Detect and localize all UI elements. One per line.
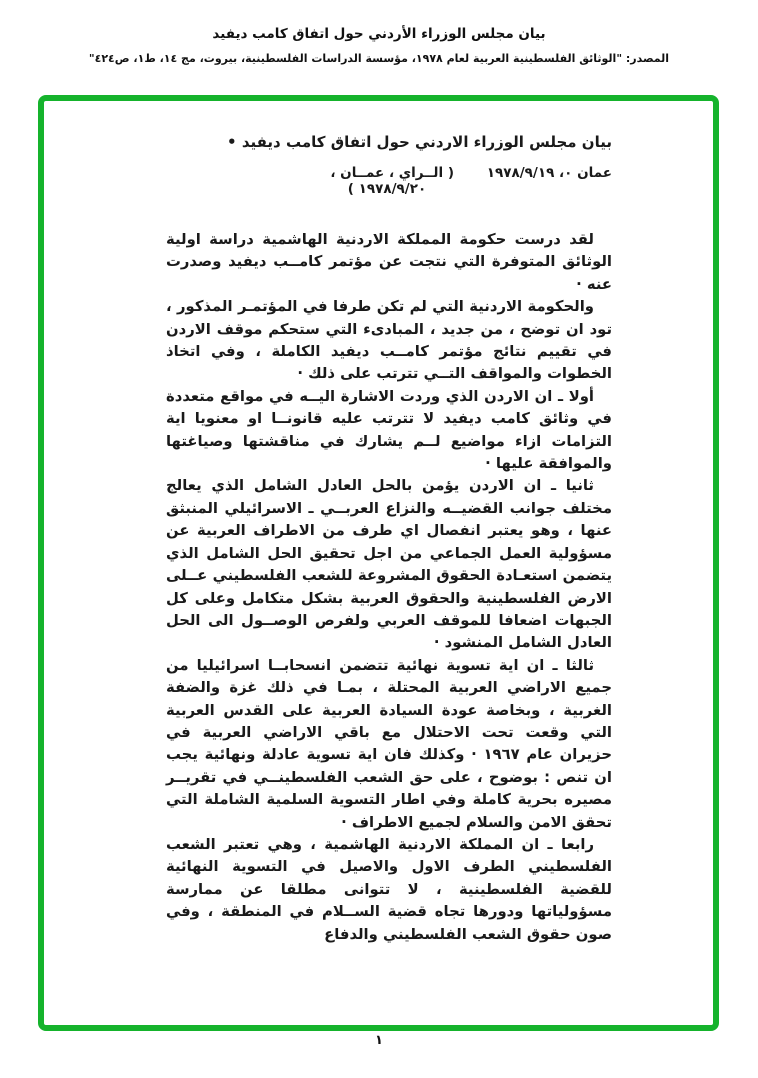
dateline-source-line2: ١٩٧٨/٩/٢٠ ) bbox=[347, 181, 427, 197]
document-dateline bbox=[166, 165, 612, 219]
paragraph-intro: لقد درست حكومة المملكة الاردنية الهاشمية دراسة اولية الوثائق المتوفرة التي نتجت عن مؤتمر كامــب ديفيد وصدرت عنه · bbox=[166, 231, 612, 293]
dateline-source-reference bbox=[294, 165, 454, 197]
paragraph-second-point: ثانيا ـ ان الاردن يؤمن بالحل العادل الشامل الذي يعالج مختلف جوانب القضيــه والنزاع العربــي ـ الاسرائيلي المنبثق عنها ، وهو يعتبر انفصال اي طرف من الاطراف العربية عن مسؤولية العمل الجماعي من اجل تحقيق الحل الشامل الذي يتضمن استعـادة الحقوق المشروعة للشعب الفلسطيني عــلى الارض الفلسطينية والحقوق العربية بشكل متكامل وعلى كل الجبهات اضعافا للموقف العربي ولفرص الوصــول الى الحل العادل الشامل المنشود · bbox=[166, 477, 612, 652]
paragraph-fourth-point: رابعا ـ ان المملكة الاردنية الهاشمية ، وهي تعتبر الشعب الفلسطيني الطرف الاول والاصيل في التسوية النهائية للقضية الفلسطينية ، لا تتوانى مطلقا عن ممارسة مسؤولياتها ودورها تجاه قضية الســلام في المنطقة ، وفي صون حقوق الشعب الفلسطيني والدفاع bbox=[166, 835, 612, 943]
header-source-citation: المصدر: "الوثائق الفلسطينية العربية لعام ١٩٧٨، مؤسسة الدراسات الفلسطينية، بيروت، مج ١٤، ط١، ص٤٢٤" bbox=[88, 52, 670, 65]
paragraph-government-position: والحكومة الاردنية التي لم تكن طرفا في المؤتمـر المذكور ، تود ان توضح ، من جديد ، المبادىء التي ستحكم موقف الاردن في تقييم نتائج مؤتمر كامــب ديفيد الكاملة ، وفي اتخاذ الخطوات والمواقف التــي تترتب على ذلك · bbox=[166, 298, 612, 383]
header-title: بيان مجلس الوزراء الأردني حول اتفاق كامب ديفيد bbox=[212, 26, 546, 42]
paragraph-third-point: ثالثا ـ ان اية تسوية نهائية تتضمن انسحابــا اسرائيليا من جميع الاراضي العربية المحتلة ، بمـا في ذلك غزة والضفة الغربية ، وبخاصة عودة السيادة العربية على القدس العربية التي وقعت تحت الاحتلال مع باقي الاراضي العربية في حزيران عام ١٩٦٧ · وكذلك فان اية تسوية عادلة ونهائية يجب ان تنص : بوضوح ، على حق الشعب الفلسطينــي في تقريــر مصيره بحرية كاملة وفي اطار التسوية السلمية الشاملة التي تحقق الامن والسلام لجميع الاطراف · bbox=[166, 656, 612, 831]
dateline-city-date: عمان ٠، ١٩٧٨/٩/١٩ bbox=[486, 165, 612, 181]
document-body bbox=[166, 229, 612, 946]
dateline-source-line1: ( الــراي ، عمــان ، bbox=[330, 165, 454, 181]
page-header bbox=[0, 26, 758, 65]
page-number: ١ bbox=[375, 1033, 383, 1048]
document-title: بيان مجلس الوزراء الاردني حول اتفاق كامب ديفيد • bbox=[227, 133, 612, 151]
paragraph-first-point: أولا ـ ان الاردن الذي وردت الاشارة اليــه في مواقع متعددة في وثائق كامب ديفيد لا تترتب عليه قانونــا او معنويا اية التزامات ازاء مواضيع لــم يشارك في مناقشتها وصياغتها والموافقة عليها · bbox=[166, 387, 612, 473]
document-content bbox=[166, 133, 612, 946]
